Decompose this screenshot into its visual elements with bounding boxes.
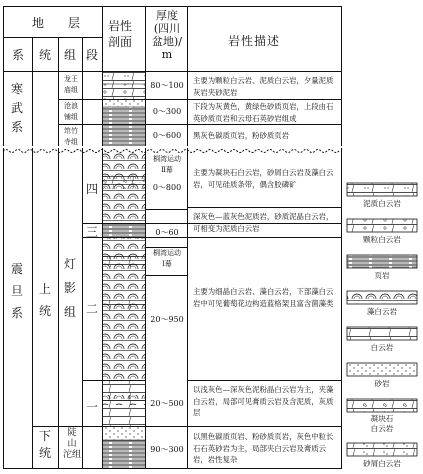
series-lower: 下 统: [39, 429, 52, 460]
thickness-member3: 0～60: [155, 228, 179, 237]
header-formation: 组: [64, 48, 77, 62]
header-strata: 地 层: [32, 16, 87, 30]
desc-qiongzhusi: 黑灰色碳质页岩，粉砂质页岩: [193, 131, 290, 140]
formation-dengying: 灯 影 组: [64, 257, 77, 319]
legend-label-shale: 页岩: [374, 271, 390, 280]
series-upper: 上 统: [39, 282, 52, 318]
system-sinian: 震 旦 系: [11, 262, 24, 320]
legend-label-thrombolite: 凝块石 白云岩: [370, 414, 394, 433]
formation-canglangpu: 沧浪 铺组: [64, 102, 78, 121]
legend-label-algal-dolomite: 藻白云岩: [366, 307, 398, 316]
header-thickness: 厚度 (四川 盆地)/ m: [152, 9, 182, 61]
member-1: 一: [86, 400, 99, 414]
thickness-member4: 0～800: [152, 183, 182, 192]
header-description: 岩性描述: [228, 34, 281, 48]
desc-member2: 主要为细晶白云岩、藻白云岩，下部藻白云岩中可见葡萄花边构造蓝格架且富含菌藻类: [193, 287, 334, 308]
legend-label-sandy-dolomite: 砂屑白云岩: [363, 459, 401, 468]
legend-label-dolomite: 白云岩: [370, 343, 394, 352]
legend-label-sandstone: 砂岩: [374, 379, 390, 388]
member-4: 四: [86, 182, 99, 196]
event-tongwan-1: 桐湾运动 Ⅰ幕: [153, 249, 181, 268]
formation-qiongzhusi: 筇竹 寺组: [64, 127, 78, 146]
thickness-longwangmiao: 80～100: [150, 81, 184, 90]
member-3: 三: [86, 225, 99, 239]
header-system: 系: [12, 48, 25, 62]
event-tongwan-2: 桐湾运动 Ⅱ幕: [153, 155, 181, 174]
formation-doushantuo: 陡 山 沱组: [63, 428, 82, 460]
thickness-member1: 20～500: [150, 399, 184, 408]
legend-label-grain-dolomite: 颗粒白云岩: [363, 235, 401, 244]
desc-member3: 深灰色—蓝灰色泥质岩，砂质泥晶白云岩，可相变为泥质白云岩: [193, 212, 334, 233]
member-2: 二: [86, 302, 99, 316]
header-series: 统: [39, 48, 52, 62]
desc-canglangpu: 下段为灰黄色，黄绿色砂质页岩，上段由石英砂质页岩和云母石英砂岩组成: [193, 102, 334, 123]
desc-member4: 主要为凝块石白云岩，砂屑白云岩及藻白云岩，可见硅质条带，偶含胶磷矿: [193, 168, 334, 189]
formation-longwangmiao: 龙王 庙组: [64, 75, 78, 94]
desc-longwangmiao: 主要为颗粒白云岩、泥质白云岩，夕量泥质灰岩夹砂泥岩: [193, 76, 334, 97]
system-cambrian: 寒 武 系: [11, 82, 24, 134]
thickness-canglangpu: 0～300: [152, 107, 182, 116]
thickness-qiongzhusi: 0～600: [152, 131, 182, 140]
thickness-doushantuo: 90～300: [150, 445, 184, 454]
desc-member1: 以浅灰色—深灰色泥粉晶白云岩为主，夹藻白云岩，局部可见膏质云岩及含泥质，灰质层: [193, 385, 334, 417]
legend-label-muddy-dolomite: 泥质白云岩: [363, 199, 401, 208]
header-section: 岩性 剖面: [108, 19, 133, 49]
thickness-member2: 20～950: [150, 315, 184, 324]
desc-doushantuo: 以黑色碳质页岩、粉砂质页岩，灰色中粒长石石英砂岩为主，局部夹白云岩及膏质云岩，岩性复杂: [193, 432, 334, 464]
header-member: 段: [86, 48, 99, 62]
